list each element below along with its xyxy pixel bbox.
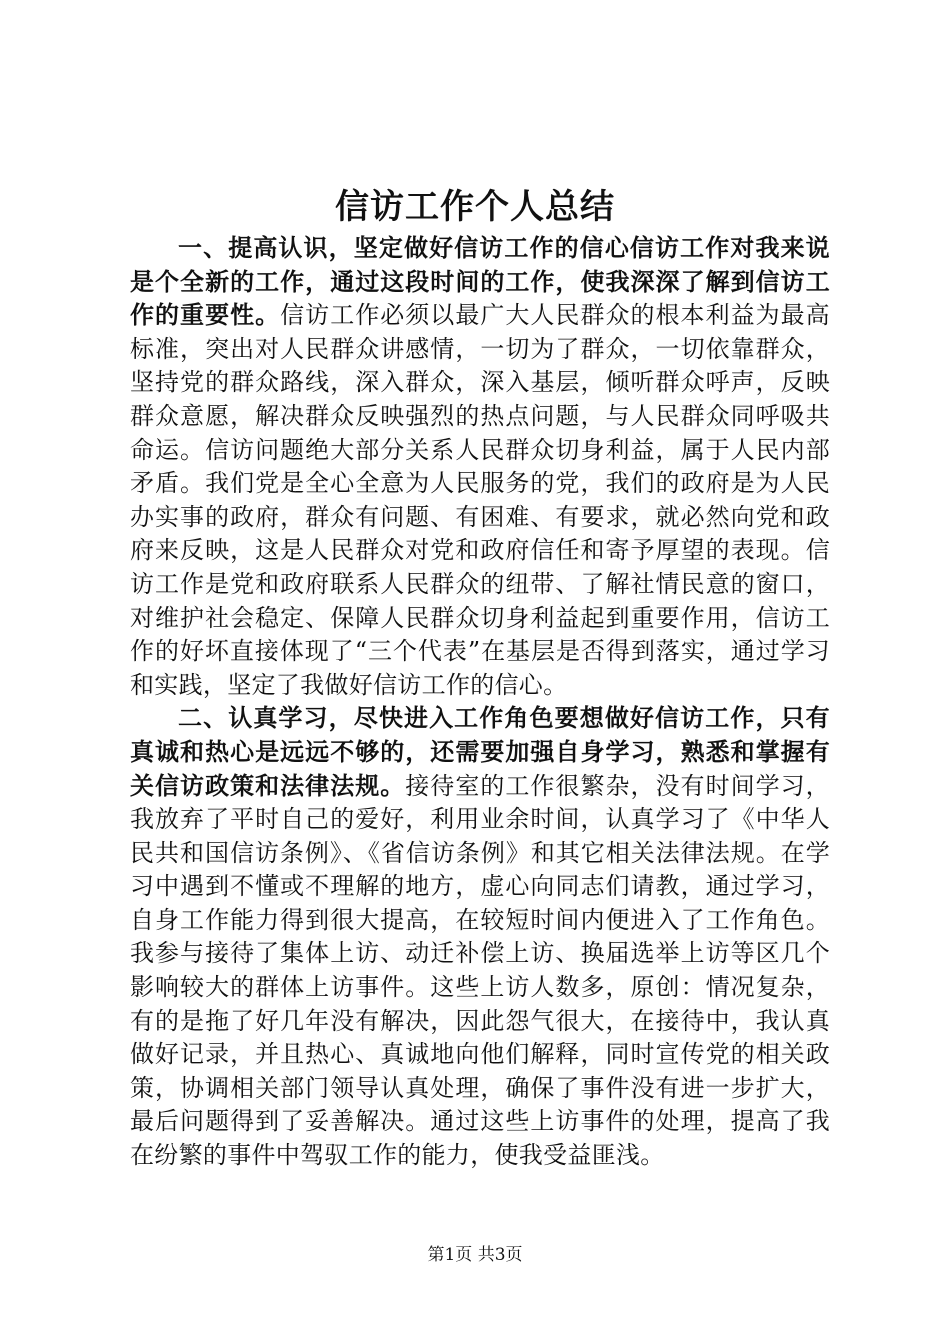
- paragraph-2: [130, 702, 830, 1172]
- document-body: [130, 232, 830, 1173]
- paragraph-2-text: 接待室的工作很繁杂，没有时间学习，我放弃了平时自己的爱好，利用业余时间，认真学习了《中华人民共和国信访条例》、《省信访条例》和其它相关法律法规。在学习中遇到不懂或不理解的地方，虚心向同志们请教，通过学习，自身工作能力得到很大提高，在较短时间内便进入了工作角色。我参与接待了集体上访、动迁补偿上访、换届选举上访等区几个影响较大的群体上访事件。这些上访人数多，原创：情况复杂，有的是拖了好几年没有解决，因此怨气很大，在接待中，我认真做好记录，并且热心、真诚地向他们解释，同时宣传党的相关政策，协调相关部门领导认真处理，确保了事件没有进一步扩大，最后问题得到了妥善解决。通过这些上访事件的处理，提高了我在纷繁的事件中驾驭工作的能力，使我受益匪浅。: [130, 771, 830, 1170]
- paragraph-2-heading: 二、认真学习，尽快进入工作角色要想做好信访工作，只有真诚和热心是远远不够的，还需要加强自身学习，熟悉和掌握有关信访政策和法律法规。: [130, 704, 830, 800]
- page-footer: 第1页 共3页: [427, 1245, 523, 1265]
- paragraph-1-heading: 一、提高认识，坚定做好信访工作的信心信访工作对我来说是个全新的工作，通过这段时间的工作，使我深深了解到信访工作的重要性。: [130, 234, 830, 330]
- document-title: 信访工作个人总结: [335, 187, 615, 227]
- paragraph-1-text: 信访工作必须以最广大人民群众的根本利益为最高标准，突出对人民群众讲感情，一切为了群众，一切依靠群众，坚持党的群众路线，深入群众，深入基层，倾听群众呼声，反映群众意愿，解决群众反映强烈的热点问题，与人民群众同呼吸共命运。信访问题绝大部分关系人民群众切身利益，属于人民内部矛盾。我们党是全心全意为人民服务的党，我们的政府是为人民办实事的政府，群众有问题、有困难、有要求，就必然向党和政府来反映，这是人民群众对党和政府信任和寄予厚望的表现。信访工作是党和政府联系人民群众的纽带、了解社情民意的窗口，对维护社会稳定、保障人民群众切身利益起到重要作用，信访工作的好坏直接体现了“三个代表”在基层是否得到落实，通过学习和实践，坚定了我做好信访工作的信心。: [130, 301, 830, 699]
- paragraph-1: [130, 232, 830, 702]
